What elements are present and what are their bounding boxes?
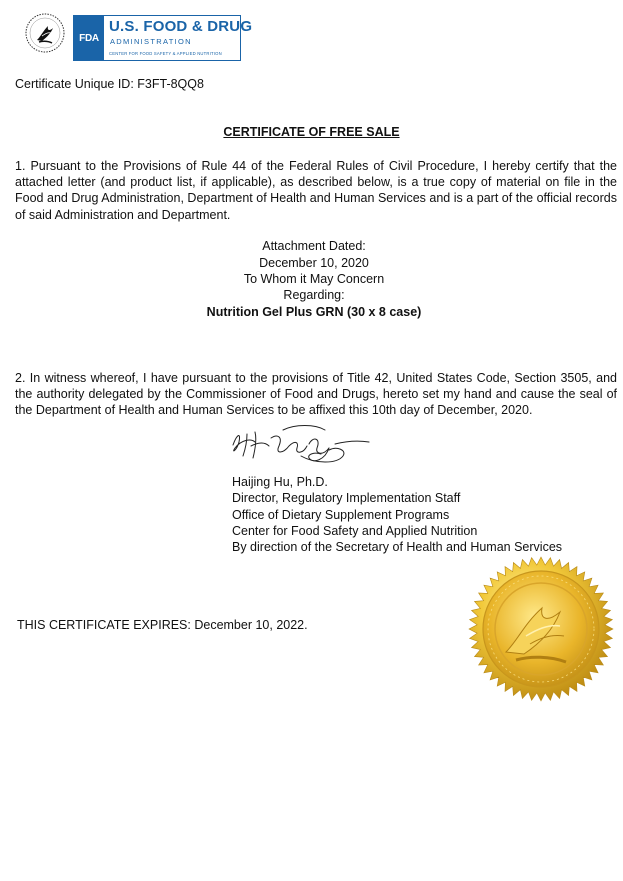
attachment-product: Nutrition Gel Plus GRN (30 x 8 case) bbox=[206, 305, 422, 319]
signatory-direction: By direction of the Secretary of Health and Human Services bbox=[232, 540, 563, 554]
expiration-notice: THIS CERTIFICATE EXPIRES: December 10, 2022. bbox=[17, 618, 308, 632]
signatory-title: Director, Regulatory Implementation Staff bbox=[232, 491, 461, 505]
attachment-regarding: Regarding: bbox=[283, 288, 345, 302]
fda-mark: FDA bbox=[74, 16, 104, 60]
certificate-title: CERTIFICATE OF FREE SALE bbox=[223, 125, 400, 139]
signatory-office: Office of Dietary Supplement Programs bbox=[232, 508, 450, 522]
paragraph-1: 1. Pursuant to the Provisions of Rule 44 of the Federal Rules of Civil Procedure, I hereby certify that the attached letter (and product list, if applicable), as described below, is a true copy of material on file in the Food and Drug Administration, Department of Health and Human Services and is a part of the official records of said Administration and Department. bbox=[15, 159, 617, 222]
attachment-date: December 10, 2020 bbox=[259, 256, 369, 270]
certificate-id: Certificate Unique ID: F3FT-8QQ8 bbox=[15, 77, 204, 91]
attachment-label: Attachment Dated: bbox=[262, 239, 366, 253]
gold-seal-icon bbox=[468, 556, 614, 702]
attachment-recipient: To Whom it May Concern bbox=[243, 272, 385, 286]
fda-subname: ADMINISTRATION bbox=[110, 37, 192, 46]
hhs-seal-icon bbox=[24, 12, 66, 54]
signatory-name: Haijing Hu, Ph.D. bbox=[232, 475, 328, 489]
signatory-center: Center for Food Safety and Applied Nutrition bbox=[232, 524, 478, 538]
signature-icon bbox=[225, 420, 375, 470]
fda-name: U.S. FOOD & DRUG bbox=[109, 18, 253, 35]
fda-center: CENTER FOR FOOD SAFETY & APPLIED NUTRITION bbox=[109, 51, 222, 56]
fda-logo bbox=[73, 15, 253, 61]
paragraph-2: 2. In witness whereof, I have pursuant to the provisions of Title 42, United States Code, Section 3505, and the authority delegated by the Commissioner of Food and Drugs, hereto set my hand and cause the seal of the Department of Health and Human Services to be affixed this 10th day of December, 2020. bbox=[15, 371, 617, 418]
